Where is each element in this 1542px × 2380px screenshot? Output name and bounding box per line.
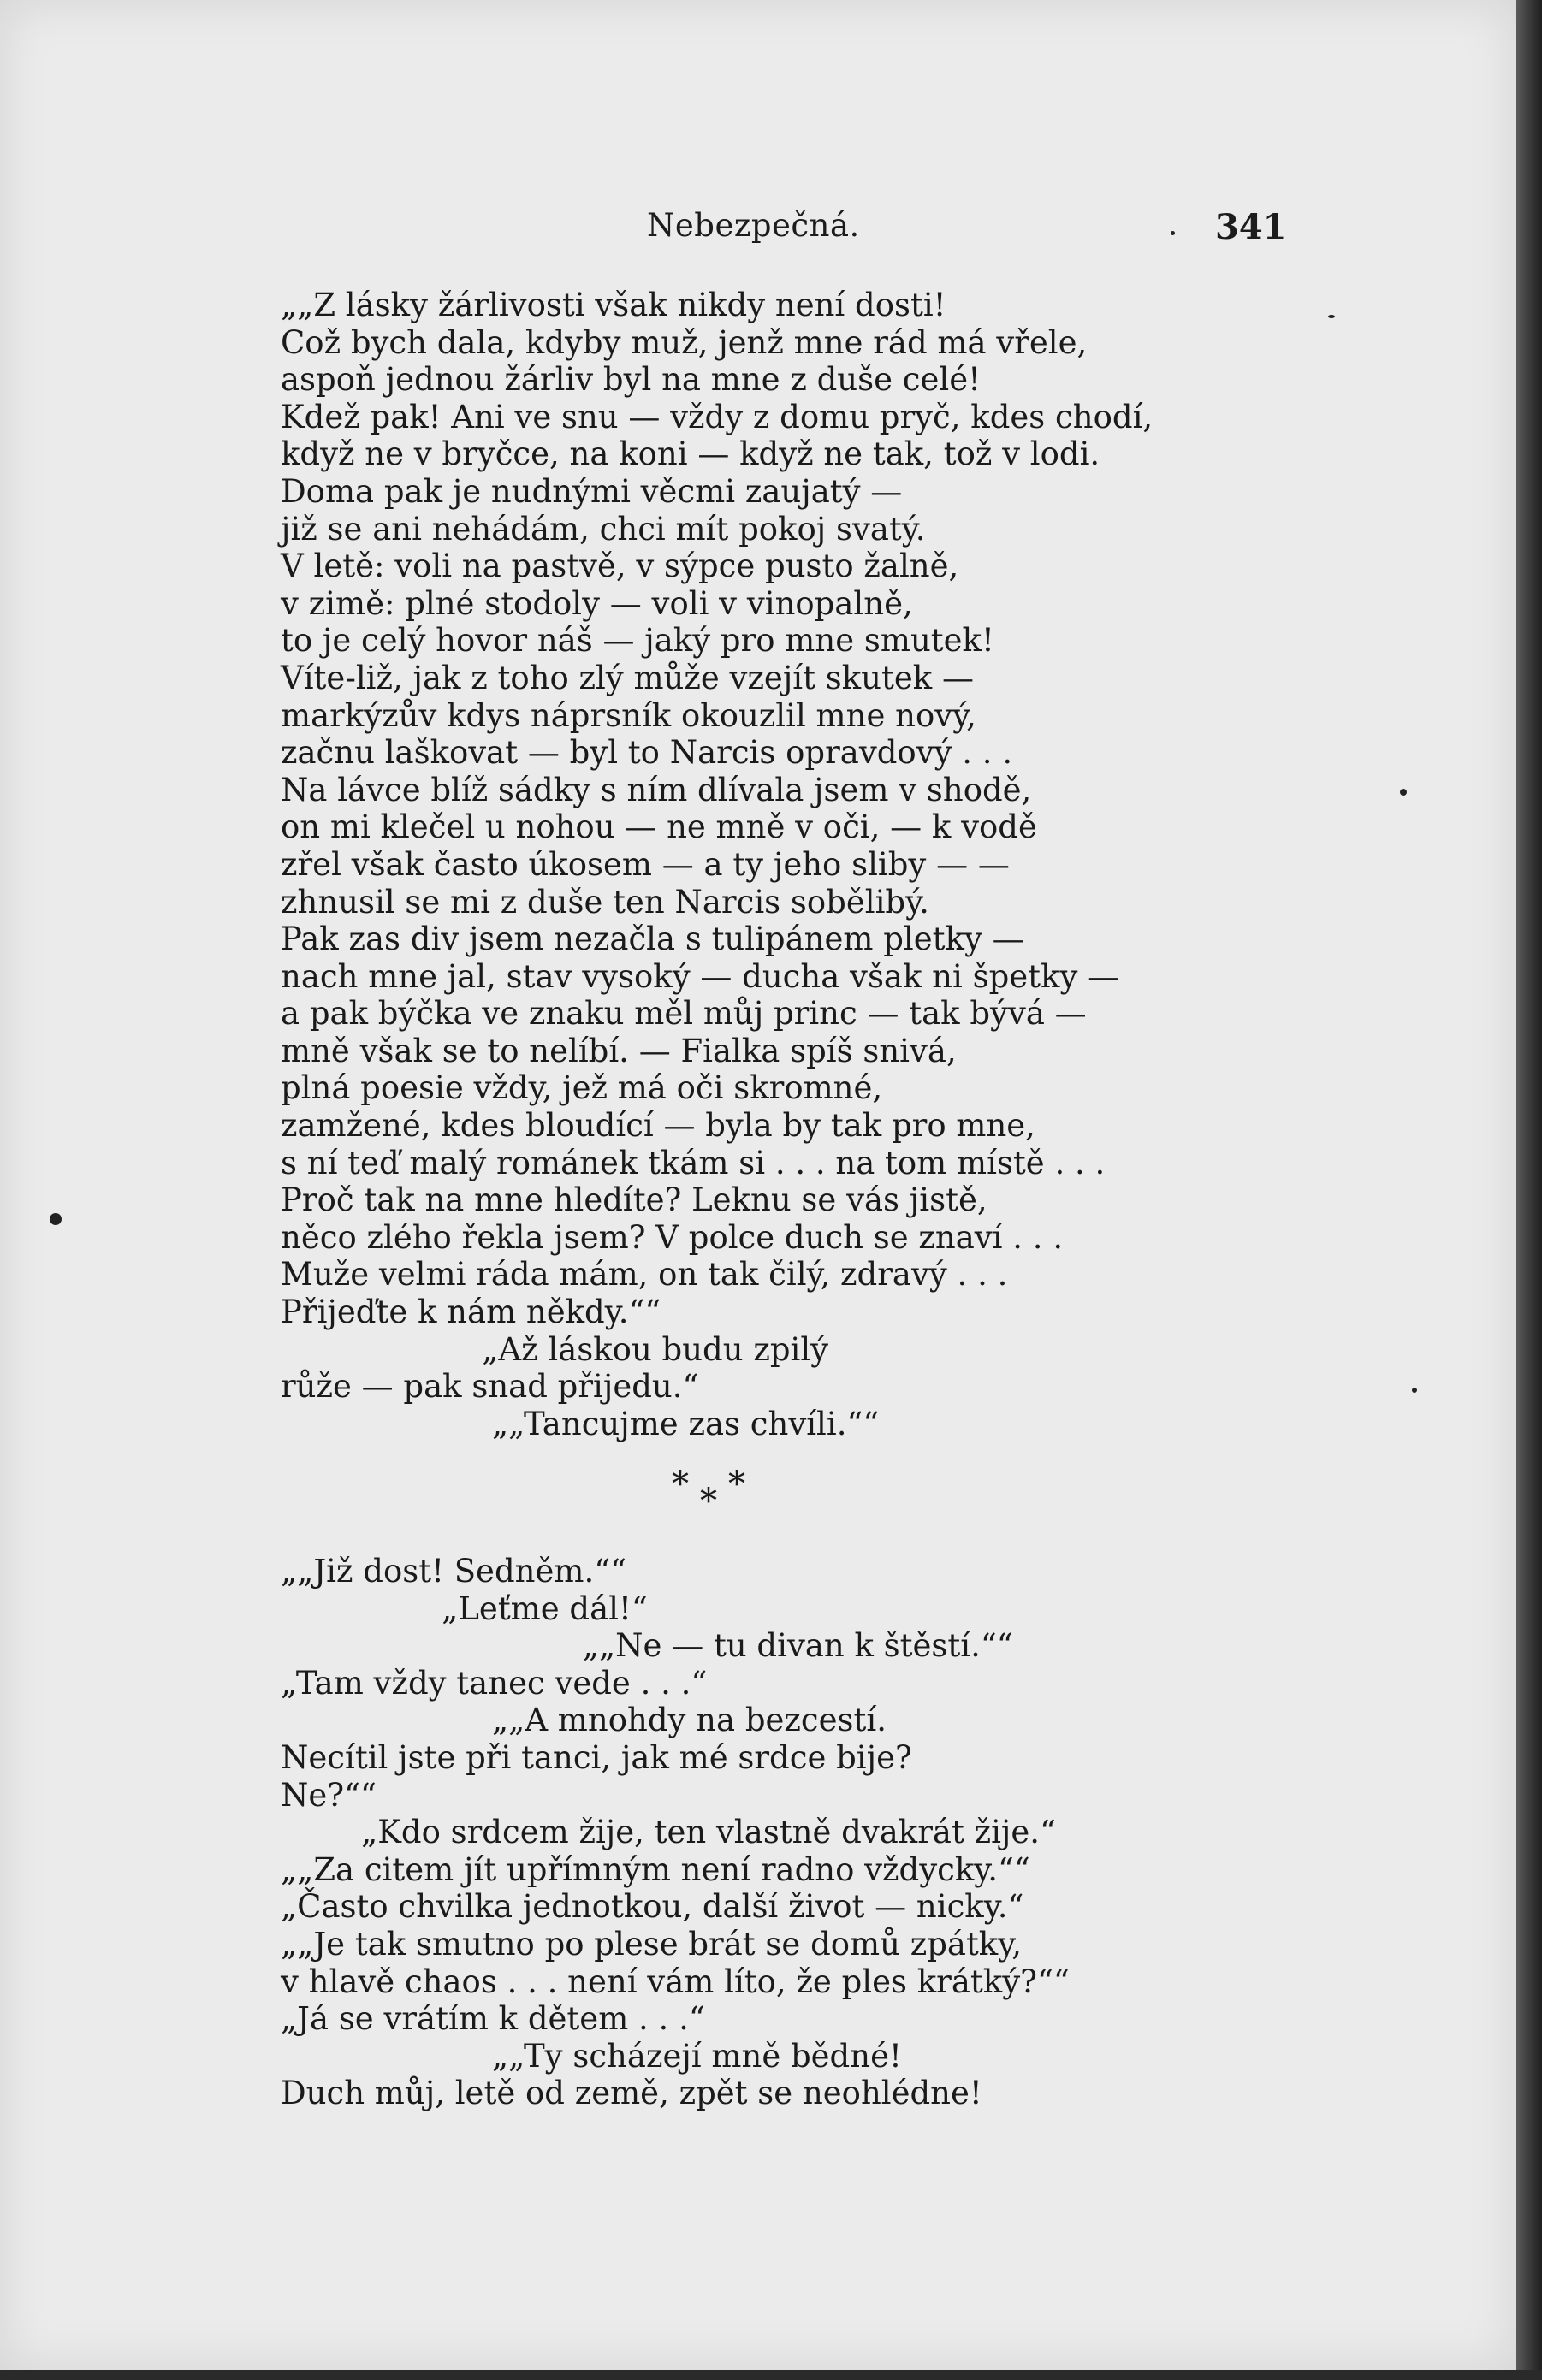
poem-line: a pak býčka ve znaku měl můj princ — tak bývá — [281, 995, 1087, 1033]
poem-line: zřel však často úkosem — a ty jeho sliby — — [281, 845, 1010, 883]
poem-line: „„Ty scházejí mně bědné! [281, 2037, 902, 2075]
poem-line: zamžené, kdes bloudící — byla by tak pro mne, [281, 1107, 1035, 1145]
poem-line: „Často chvilka jednotkou, další život — nicky.“ [281, 1888, 1024, 1926]
poem-line: když ne v bryčce, na koni — když ne tak, tož v lodi. [281, 435, 1100, 473]
separator-star: * [700, 1482, 717, 1521]
poem-line: v hlavě chaos . . . není vám líto, že ples krátký?““ [281, 1963, 1070, 2000]
poem-line: aspoň jednou žárliv byl na mne z duše celé! [281, 361, 981, 399]
poem-line: Víte-liž, jak z toho zlý může vzejít skutek — [281, 659, 974, 696]
poem-line: markýzův kdys náprsník okouzlil mne nový, [281, 696, 976, 734]
poem-line: „„A mnohdy na bezcestí. [281, 1702, 887, 1739]
poem-line: Kdež pak! Ani ve snu — vždy z domu pryč, kdes chodí, [281, 398, 1154, 435]
poem-line: plná poesie vždy, jež má oči skromné, [281, 1069, 883, 1107]
poem-line: s ní teď malý románek tkám si . . . na tom místě . . . [281, 1144, 1106, 1181]
poem-line: v zimě: plné stodoly — voli v vinopalně, [281, 584, 913, 622]
poem-line: on mi klečel u nohou — ne mně v oči, — k vodě [281, 808, 1037, 846]
poem-line: něco zlého řekla jsem? V polce duch se znaví . . . [281, 1218, 1064, 1256]
poem-line: „„Ne — tu divan k štěstí.““ [281, 1627, 1013, 1665]
poem-line: „„Za citem jít upřímným není radno vždycky.““ [281, 1850, 1030, 1888]
page-bottom-edge [0, 2370, 1542, 2380]
running-head-title: Nebezpečná. [647, 207, 860, 244]
poem-line: Muže velmi ráda mám, on tak čilý, zdravý . . . [281, 1256, 1008, 1294]
separator-star: * [672, 1465, 689, 1504]
scan-speck [50, 1213, 62, 1225]
poem-line: „„Je tak smutno po plese brát se domů zpátky, [281, 1925, 1022, 1963]
poem-line: nach mne jal, stav vysoký — ducha však ni špetky — [281, 957, 1120, 995]
poem-line: mně však se to nelíbí. — Fialka spíš snivá, [281, 1032, 957, 1069]
scan-speck [1412, 1388, 1417, 1393]
poem-text-continued [281, 1553, 1239, 2112]
poem-line: již se ani nehádám, chci mít pokoj svatý. [281, 510, 926, 548]
poem-line: „Až láskou budu zpilý [281, 1330, 829, 1368]
poem-line: „Tam vždy tanec vede . . .“ [281, 1664, 708, 1702]
page-number: 341 [1215, 207, 1287, 247]
poem-line: Proč tak na mne hledíte? Leknu se vás jistě, [281, 1181, 987, 1219]
poem-line: Na lávce blíž sádky s ním dlívala jsem v shodě, [281, 771, 1032, 808]
poem-text [281, 287, 1239, 1442]
scan-speck [1171, 231, 1175, 235]
poem-line: „„Již dost! Sedněm.““ [281, 1553, 627, 1590]
poem-line: růže — pak snad přijedu.“ [281, 1368, 699, 1406]
poem-line: „„Tancujme zas chvíli.““ [281, 1405, 880, 1442]
poem-line: Pak zas div jsem nezačla s tulipánem pletky — [281, 921, 1024, 958]
poem-line: „Leťme dál!“ [281, 1590, 648, 1627]
poem-line: „Kdo srdcem žije, ten vlastně dvakrát žije.“ [281, 1814, 1056, 1851]
poem-line: Což bych dala, kdyby muž, jenž mne rád má vřele, [281, 323, 1088, 361]
poem-line: Necítil jste při tanci, jak mé srdce bije? [281, 1738, 912, 1776]
poem-line: V letě: voli na pastvě, v sýpce pusto žalně, [281, 548, 959, 585]
poem-line: Doma pak je nudnými věcmi zaujatý — [281, 472, 903, 510]
poem-line: „„Z lásky žárlivosti však nikdy není dosti! [281, 287, 946, 323]
scan-speck [1328, 315, 1335, 318]
poem-line: zhnusil se mi z duše ten Narcis sobělibý. [281, 883, 929, 921]
scan-speck [1400, 789, 1407, 796]
poem-line: „Já se vrátím k dětem . . .“ [281, 2000, 705, 2038]
separator-star: * [728, 1465, 745, 1504]
page-edge-shadow [1516, 0, 1542, 2380]
poem-line: to je celý hovor náš — jaký pro mne smutek! [281, 622, 994, 660]
poem-line: Duch můj, letě od země, zpět se neohlédne! [281, 2075, 982, 2112]
poem-line: začnu laškovat — byl to Narcis opravdový . . . [281, 734, 1013, 772]
poem-line: Ne?““ [281, 1776, 377, 1814]
poem-line: Přijeďte k nám někdy.““ [281, 1294, 661, 1331]
